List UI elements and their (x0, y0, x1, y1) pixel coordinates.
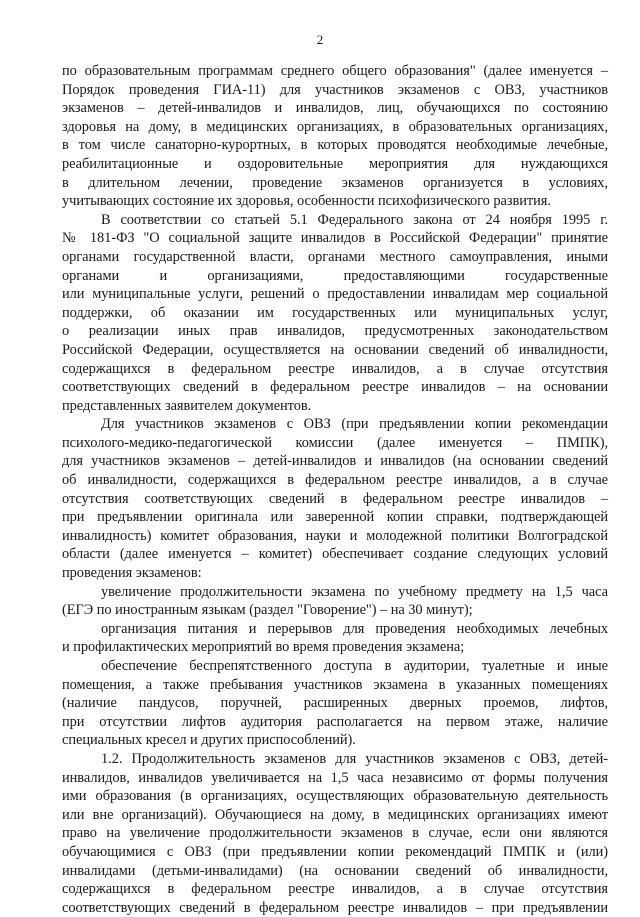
text-line: (ЕГЭ по иностранным языкам (раздел "Говорение") – на 30 минут); (62, 602, 473, 619)
text-line: 1.2. Продолжительность экзаменов для участников экзаменов с ОВЗ, детей- (101, 750, 608, 767)
text-line: соответствующих сведений в федеральном реестре инвалидов – на основании (62, 379, 608, 396)
paragraph (62, 211, 608, 416)
text-line: или муниципальные услуги, решений о предоставлении инвалидам мер социальной (62, 286, 608, 303)
text-line: в длительном лечении, проведение экзаменов организуется в условиях, (62, 174, 608, 191)
text-line: при отсутствии лифтов аудитория располагается на первом этаже, наличие (62, 713, 608, 730)
paragraph (62, 657, 608, 750)
text-line: право на увеличение продолжительности экзаменов в случае, если они являются (62, 825, 608, 842)
text-line: о реализации иных прав инвалидов, предусмотренных законодательством (62, 323, 608, 340)
text-line: представленных заявителем документов. (62, 397, 312, 414)
text-line: В соответствии со статьей 5.1 Федерального закона от 24 ноября 1995 г. (101, 211, 608, 228)
page-number: 2 (316, 32, 324, 47)
text-line: обеспечение беспрепятственного доступа в аудитории, туалетные и иные (101, 658, 608, 674)
paragraph (62, 620, 608, 657)
text-line: Порядок проведения ГИА-11) для участников экзаменов с ОВЗ, участников (62, 81, 608, 98)
text-line: в том числе санаторно-курортных, в которых проводятся необходимые лечебные, (62, 137, 608, 154)
text-line: при предъявлении оригинала или заверенной копии справки, подтверждающей (62, 509, 608, 526)
text-line: для участников экзаменов – детей-инвалидов и инвалидов (на основании сведений (62, 453, 608, 470)
text-line: Российской Федерации, осуществляется на основании сведений об инвалидности, (62, 341, 608, 358)
text-line: органами государственной власти, органами местного самоуправления, иными (62, 248, 608, 265)
text-line: проведения экзаменов: (62, 565, 202, 582)
text-line: экзаменов – детей-инвалидов и инвалидов, лиц, обучающихся по состоянию (62, 100, 608, 117)
text-line: и профилактических мероприятий во время проведения экзамена; (62, 639, 465, 656)
text-line: отсутствия соответствующих сведений в федеральном реестре инвалидов – (62, 490, 608, 507)
text-line: об инвалидности, содержащихся в федеральном реестре инвалидов, а в случае (62, 472, 608, 489)
text-line: (наличие пандусов, поручней, расширенных дверных проемов, лифтов, (62, 695, 608, 712)
paragraph (62, 750, 608, 917)
text-line: Для участников экзаменов с ОВЗ (при предъявлении копии рекомендации (101, 416, 608, 433)
document-body (62, 62, 608, 917)
text-line: обучающимися с ОВЗ (при предъявлении копии рекомендаций ПМПК и (или) (62, 843, 608, 860)
text-line: помещения, а также пребывания участников экзамена в указанных помещениях (62, 676, 608, 693)
text-line: соответствующих сведений в федеральном реестре инвалидов – при предъявлении (62, 899, 608, 916)
text-line: учитывающих состояние их здоровья, особенности психофизического развития. (62, 193, 551, 210)
paragraph (62, 62, 608, 211)
text-line: ими образования (в организациях, осуществляющих образовательную деятельность (62, 788, 608, 805)
text-line: здоровья на дому, в медицинских организациях, в образовательных организациях, (62, 118, 608, 135)
text-line: содержащихся в федеральном реестре инвалидов, а в случае отсутствия (62, 881, 608, 898)
text-line: органами и организациями, предоставляющими государственные (62, 267, 608, 284)
text-line: инвалидами (детьми-инвалидами) (на основании сведений об инвалидности, (62, 862, 608, 879)
paragraph (62, 415, 608, 582)
text-line: области (далее именуется – комитет) обеспечивает создание следующих условий (62, 546, 608, 563)
text-line: поддержки, об оказании им государственных или муниципальных услуг, (62, 304, 608, 321)
text-line: или вне организаций). Обучающиеся на дому, в медицинских организациях имеют (62, 806, 608, 823)
text-line: инвалидов, инвалидов увеличивается на 1,5 часа независимо от формы получения (62, 769, 608, 786)
text-line: по образовательным программам среднего общего образования" (далее именуется – (62, 63, 608, 79)
text-line: инвалидность) комитет образования, науки и молодежной политики Волгоградской (62, 527, 608, 544)
text-line: увеличение продолжительности экзамена по учебному предмету на 1,5 часа (101, 583, 608, 600)
paragraph (62, 583, 608, 620)
text-line: № 181-ФЗ "О социальной защите инвалидов в Российской Федерации" принятие (62, 230, 608, 247)
text-line: реабилитационные и оздоровительные мероприятия для нуждающихся (62, 155, 608, 172)
text-line: специальных кресел и других приспособлений). (62, 732, 356, 749)
text-line: содержащихся в федеральном реестре инвалидов, а в случае отсутствия (62, 360, 608, 377)
text-line: психолого-медико-педагогической комиссии (далее именуется – ПМПК), (62, 434, 608, 451)
text-line: организация питания и перерывов для проведения необходимых лечебных (101, 620, 608, 637)
